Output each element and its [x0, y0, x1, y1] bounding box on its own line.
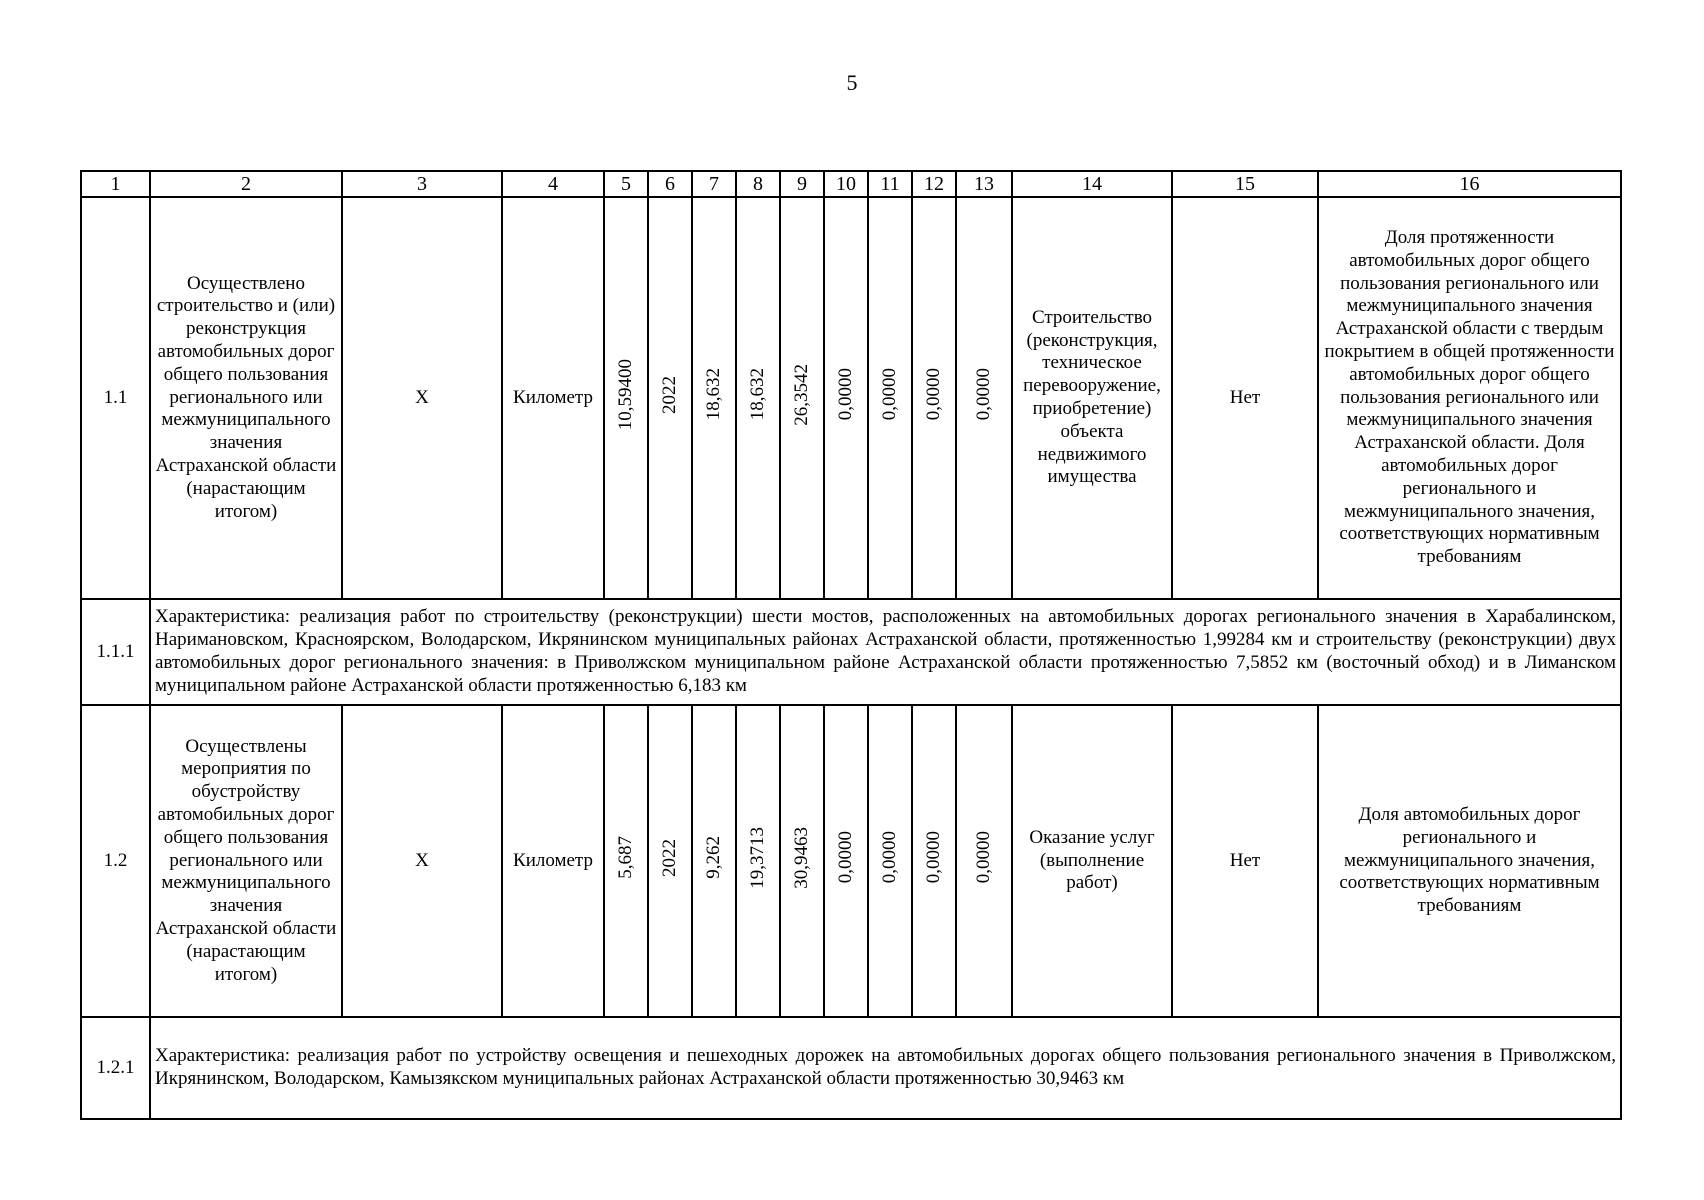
value-cell — [956, 705, 1012, 1017]
column-number: 5 — [604, 171, 648, 197]
data-table — [80, 170, 1622, 1120]
characteristic-text: Характеристика: реализация работ по устройству освещения и пешеходных дорожек на автомобильных дорогах общего пользования регионального значения в Приволжском, Икрянинском, Володарском, Камызякском муниципальных районах Астраханской области протяженностью 30,9463 км — [150, 1017, 1621, 1119]
column-number: 10 — [824, 171, 868, 197]
column-number: 6 — [648, 171, 692, 197]
row-number: 1.1.1 — [81, 599, 150, 705]
value-col-8: 18,632 — [746, 368, 768, 421]
indicator-link: Доля автомобильных дорог регионального и межмуниципального значения, соответствующих нормативным требованиям — [1318, 705, 1621, 1017]
column-number: 12 — [912, 171, 956, 197]
col-3-value: X — [342, 705, 502, 1017]
table-row-1-2 — [81, 705, 1621, 1017]
value-col-13: 0,0000 — [972, 368, 994, 421]
column-number: 2 — [150, 171, 342, 197]
indicator-link: Доля протяженности автомобильных дорог общего пользования регионального или межмуниципального значения Астраханской области с твердым покрытием в общей протяженности автомобильных дорог общего пользования регионального или межмуниципального значения Астраханской области. Доля автомобильных дорог регионального и межмуниципального значения, соответствующих нормативным требованиям — [1318, 197, 1621, 599]
column-number: 8 — [736, 171, 780, 197]
value-col-12: 0,0000 — [922, 368, 944, 421]
value-col-10: 0,0000 — [834, 831, 856, 884]
col-15-value: Нет — [1172, 197, 1318, 599]
column-number: 13 — [956, 171, 1012, 197]
value-cell — [780, 705, 824, 1017]
column-number: 1 — [81, 171, 150, 197]
result-name: Осуществлено строительство и (или) реконструкция автомобильных дорог общего пользования регионального или межмуниципального значения Астраханской области (нарастающим итогом) — [150, 197, 342, 599]
value-cell — [824, 705, 868, 1017]
column-number: 9 — [780, 171, 824, 197]
column-number: 15 — [1172, 171, 1318, 197]
table-row-1-1 — [81, 197, 1621, 599]
value-col-8: 19,3713 — [746, 826, 768, 889]
value-col-10: 0,0000 — [834, 368, 856, 421]
value-col-6: 2022 — [658, 375, 680, 414]
value-cell — [868, 705, 912, 1017]
column-number: 16 — [1318, 171, 1621, 197]
row-number: 1.2 — [81, 705, 150, 1017]
value-col-11: 0,0000 — [878, 368, 900, 421]
row-number: 1.2.1 — [81, 1017, 150, 1119]
value-cell — [604, 197, 648, 599]
col-3-value: X — [342, 197, 502, 599]
value-col-7: 18,632 — [702, 368, 724, 421]
value-cell — [868, 197, 912, 599]
value-cell — [648, 197, 692, 599]
column-number: 4 — [502, 171, 604, 197]
value-col-9: 26,3542 — [790, 363, 812, 426]
column-number: 14 — [1012, 171, 1172, 197]
value-cell — [912, 705, 956, 1017]
page-number: 5 — [846, 70, 858, 95]
unit: Километр — [502, 705, 604, 1017]
value-col-6: 2022 — [658, 838, 680, 877]
row-number: 1.1 — [81, 197, 150, 599]
result-type: Оказание услуг (выполнение работ) — [1012, 705, 1172, 1017]
value-col-5: 5,687 — [614, 836, 636, 879]
column-number: 3 — [342, 171, 502, 197]
value-col-7: 9,262 — [702, 836, 724, 879]
unit: Километр — [502, 197, 604, 599]
table-row-1-2-1 — [81, 1017, 1621, 1119]
value-cell — [956, 197, 1012, 599]
value-cell — [912, 197, 956, 599]
value-cell — [736, 705, 780, 1017]
result-type: Строительство (реконструкция, техническое перевооружение, приобретение) объекта недвижимого имущества — [1012, 197, 1172, 599]
value-cell — [824, 197, 868, 599]
col-15-value: Нет — [1172, 705, 1318, 1017]
value-col-5: 10,59400 — [614, 358, 636, 431]
value-col-9: 30,9463 — [790, 826, 812, 889]
value-col-12: 0,0000 — [922, 831, 944, 884]
value-col-13: 0,0000 — [972, 831, 994, 884]
column-number: 11 — [868, 171, 912, 197]
value-cell — [780, 197, 824, 599]
value-cell — [604, 705, 648, 1017]
value-cell — [692, 705, 736, 1017]
table-row-1-1-1 — [81, 599, 1621, 705]
column-number-row — [81, 171, 1621, 197]
column-number: 7 — [692, 171, 736, 197]
value-cell — [736, 197, 780, 599]
value-cell — [692, 197, 736, 599]
value-col-11: 0,0000 — [878, 831, 900, 884]
result-name: Осуществлены мероприятия по обустройству автомобильных дорог общего пользования регионального или межмуниципального значения Астраханской области (нарастающим итогом) — [150, 705, 342, 1017]
characteristic-text: Характеристика: реализация работ по строительству (реконструкции) шести мостов, расположенных на автомобильных дорогах регионального значения в Харабалинском, Наримановском, Красноярском, Володарском, Икрянинском муниципальных районах Астраханской области, протяженностью 1,99284 км и строительству (реконструкции) двух автомобильных дорог регионального значения: в Приволжском муниципальном районе Астраханской области протяженностью 7,5852 км (восточный обход) и в Лиманском муниципальном районе Астраханской области протяженностью 6,183 км — [150, 599, 1621, 705]
value-cell — [648, 705, 692, 1017]
